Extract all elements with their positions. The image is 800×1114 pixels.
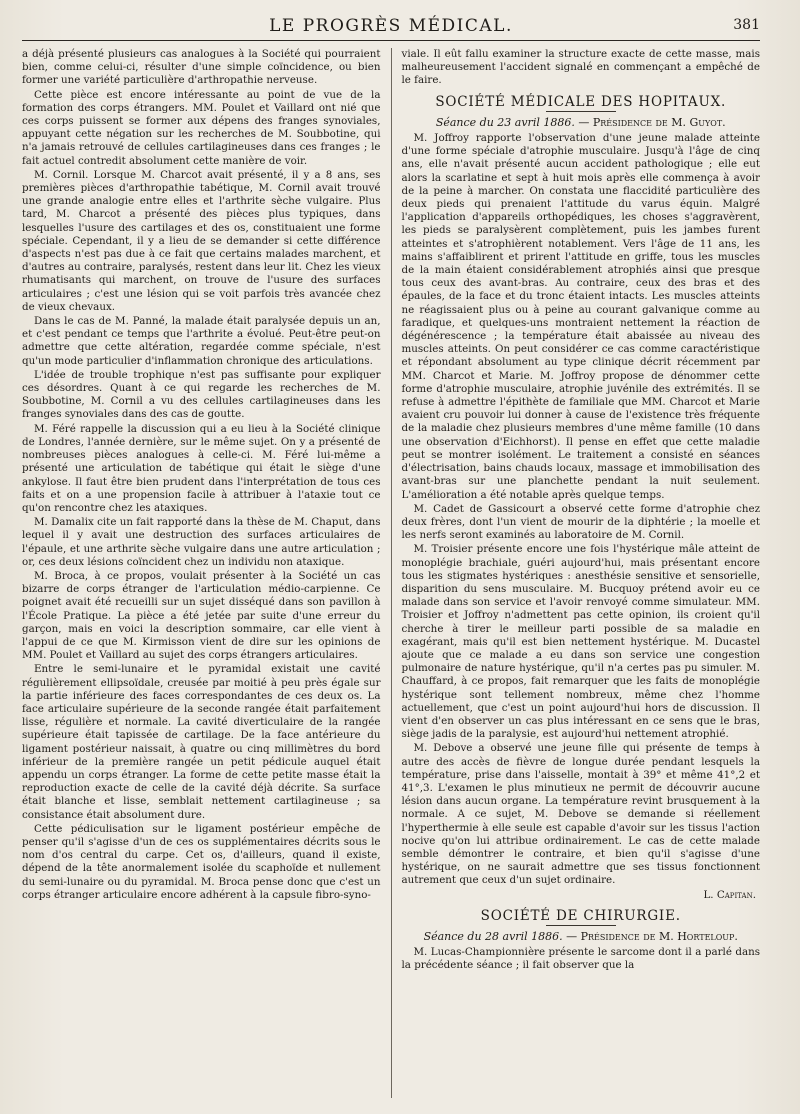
paragraph: M. Debove a observé une jeune fille qui présente de temps à autre des accès de fièvre de longue durée pendant lesquels la température, prise dans l'aisselle, montait à 39° et même 41°,2 et 41°,3. L'examen le plus minutieux ne permit de découvrir aucune lésion dans aucun organe. La température revint brusquement à la normale. A ce sujet, M. Debove se demande si réellement l'hyperthermie à elle seule est capable d'avoir sur les tissus l'action nocive qu'on lui attribue ordinairement. Le cas de cette malade semble démontrer le contraire, et bien qu'il s'agisse d'une hystérique, on ne saurait admettre que ses tissus fonctionnent autrement que ceux d'un sujet ordinaire. bbox=[401, 742, 760, 887]
seance-presidence: — Présidence de M. Guyot. bbox=[578, 115, 726, 129]
paragraph: M. Cadet de Gassicourt a observé cette forme d'atrophie chez deux frères, dont l'un vient de mourir de la diphtérie ; la moelle et les nerfs seront examinés au laboratoire de M. Cornil. bbox=[401, 502, 760, 542]
paragraph: M. Damalix cite un fait rapporté dans la thèse de M. Chaput, dans lequel il y avait une destruction des surfaces articulaires de l'épaule, et une arthrite sèche vulgaire dans une autre articulation ; or, ces deux lésions coïncident chez un individu non ataxique. bbox=[22, 516, 381, 568]
paragraph: Entre le semi-lunaire et le pyramidal existait une cavité régulièrement ellipsoïdale, creusée par moitié à peu près égale sur la partie inférieure des faces correspondantes de ces deux os. La face articulaire supérieure de la seconde rangée était parfaitement lisse, régulière et normale. La cavité diverticulaire de la rangée supérieure était tapissée de cartilage. De la face antérieure du ligament postérieur naissait, à quatre ou cinq millimètres du bord inférieur de la première rangée un petit pédicule auquel était appendu un corps étranger. La forme de cette petite masse était la reproduction exacte de celle de la cavité déjà décrite. Sa surface était blanche et lisse, semblait nettement cartilagineuse ; sa consistance était absolument dure. bbox=[22, 663, 381, 821]
paragraph: M. Lucas-Championnière présente le sarcome dont il a parlé dans la précédente séance ; il fait observer que la bbox=[401, 946, 760, 972]
text-columns bbox=[22, 48, 760, 1098]
paragraph: viale. Il eût fallu examiner la structure exacte de cette masse, mais malheureusement l'accident signalé en commençant a empêché de le faire. bbox=[401, 48, 760, 87]
seance-date: Séance du 28 avril 1886. bbox=[423, 930, 563, 943]
paragraph: M. Broca, à ce propos, voulait présenter à la Société un cas bizarre de corps étranger de l'articulation médio-carpienne. Ce poignet avait été recueilli sur un sujet disséqué dans son pavillon à l'École Pratique. La pièce a été jetée par suite d'une erreur du garçon, mais en voici la description sommaire, car elle vient à l'appui de ce que M. Kirmisson vient de dire sur les opinions de MM. Poulet et Vaillard au sujet des corps étrangers articulaires. bbox=[22, 569, 381, 662]
journal-title: LE PROGRÈS MÉDICAL. bbox=[269, 16, 513, 36]
right-column bbox=[402, 48, 761, 1098]
seance-line bbox=[402, 116, 761, 129]
paragraph: M. Joffroy rapporte l'observation d'une jeune malade atteinte d'une forme spéciale d'atrophie musculaire. Jusqu'à l'âge de cinq ans, elle n'avait présenté aucun accident pathologique ; elle eut alors la scarlatine et sept à huit mois après elle commença à avoir de la peine à marcher. On constata une flaccidité particulière des deux pieds qui prenaient l'attitude du varus équin. Malgré l'application d'appareils orthopédiques, les choses s'aggravèrent, les pieds se paralysèrent complètement, puis les jambes furent atteintes et s'atrophièrent notablement. Vers l'âge de 11 ans, les mains s'affaiblirent et prirent l'attitude en griffe, tous les muscles de la main étaient considérablement atrophiés ainsi que presque tous ceux des avant-bras. Au contraire, ceux des bras et des épaules, de la face et du tronc étaient intacts. Les muscles atteints ne réagissaient plus ou à peine au courant galvanique comme au faradique, et quelques-uns montraient nettement la réaction de dégénérescence ; la température était abaissée au niveau des muscles atteints. On peut considérer ce cas comme caractéristique et répondant absolument au type clinique décrit récemment par MM. Charcot et Marie. M. Joffroy propose de dénommer cette forme d'atrophie musculaire, atrophie juvénile des extrémités. Il se refuse à admettre l'épithète de familiale que MM. Charcot et Marie avaient cru pouvoir lui donner à cause de l'existence très fréquente de la maladie chez plusieurs membres d'une même famille (10 dans une observation d'Eichhorst). Il pense en effet que cette maladie peut se montrer isolément. Le traitement a consisté en séances d'électrisation, bains chauds locaux, massage et immobilisation des avant-bras sur une planchette pendant la nuit seulement. L'amélioration a été notable après quelque temps. bbox=[401, 132, 760, 501]
author-signature: L. Capitan. bbox=[703, 888, 756, 901]
seance-line bbox=[402, 930, 761, 943]
page-number: 381 bbox=[733, 17, 760, 33]
running-header bbox=[22, 14, 760, 41]
paragraph: Cette pédiculisation sur le ligament postérieur empêche de penser qu'il s'agisse d'un de ces os supplémentaires décrits sous le nom d'os central du carpe. Cet os, d'ailleurs, quand il existe, dépend de la tête anormalement isolée du scaphoïde et nullement du semi-lunaire ou du pyramidal. M. Broca pense donc que c'est un corps étranger articulaire encore adhérent à la capsule fibro-syno- bbox=[22, 822, 381, 901]
paragraph: M. Féré rappelle la discussion qui a eu lieu à la Société clinique de Londres, l'année dernière, sur le même sujet. On y a présenté de nombreuses pièces analogues à celle-ci. M. Féré lui-même a présenté une articulation de tabétique qui était le siège d'une ankylose. Il faut être bien prudent dans l'interprétation de tous ces faits et on a une propension facile à attribuer à l'ataxie tout ce qu'on rencontre chez les ataxiques. bbox=[22, 422, 381, 514]
section-title: SOCIÉTÉ DE CHIRURGIE. bbox=[480, 907, 681, 924]
paragraph: M. Troisier présente encore une fois l'hystérique mâle atteint de monoplégie brachiale, guéri aujourd'hui, mais présentant encore tous les stigmates hystériques : anesthésie sensitive et sensorielle, disparition du sens musculaire. M. Bucquoy prétend avoir eu ce malade dans son service et l'avoir renvoyé comme simulateur. MM. Troisier et Joffroy n'admettent pas cette opinion, ils croient qu'il cherche à tirer le meilleur parti possible de sa maladie en exagérant, mais qu'il est bien nettement hystérique. M. Ducastel ajoute que ce malade a eu dans son service une congestion pulmonaire de nature hystérique, qu'il n'a certes pas pu simuler. M. Chauffard, à ce propos, fait remarquer que les faits de monoplégie hystérique sont tellement nombreux, même chez l'homme actuellement, que c'est un point aujourd'hui hors de discussion. Il vient d'en observer un cas plus intéressant en ce sens que le bras, siège jadis de la paralysie, est aujourd'hui nettement atrophié. bbox=[401, 543, 760, 741]
paragraph: Cette pièce est encore intéressante au point de vue de la formation des corps étrangers. MM. Poulet et Vaillard ont nié que ces corps puissent se former aux dépens des franges synoviales, appuyant cette négation sur les recherches de M. Soubbotine, qui n'a jamais retrouvé de cellules cartilagineuses dans ces franges ; le fait actuel contredit absolument cette manière de voir. bbox=[22, 88, 381, 167]
paragraph: L'idée de trouble trophique n'est pas suffisante pour expliquer ces désordres. Quant à ce qui regarde les recherches de M. Soubbotine, M. Cornil a vu des cellules cartilagineuses dans les franges synoviales dans des cas de goutte. bbox=[22, 368, 381, 421]
section-divider bbox=[546, 925, 616, 926]
section-societe-chirurgie bbox=[401, 907, 761, 973]
paragraph: a déjà présenté plusieurs cas analogues à la Société qui pourraient bien, comme celui-ci, résulter d'une simple coïncidence, ou bien former une variété particulière d'arthropathie nerveuse. bbox=[22, 48, 381, 87]
seance-presidence: — Présidence de M. Horteloup. bbox=[566, 930, 738, 943]
paragraph: Dans le cas de M. Panné, la malade était paralysée depuis un an, et c'est pendant ce temps que l'arthrite a évolué. Peut-être peut-on admettre que cette altération, regardée comme spéciale, n'est qu'un mode particulier d'inflammation chronique des articulations. bbox=[22, 315, 381, 367]
section-divider bbox=[546, 111, 616, 112]
paragraph: M. Cornil. Lorsque M. Charcot avait présenté, il y a 8 ans, ses premières pièces d'arthropathie tabétique, M. Cornil avait trouvé une grande analogie entre elles et l'arthrite sèche vulgaire. Plus tard, M. Charcot a présenté des pièces plus typiques, dans lesquelles l'usure des cartilages et des os, constituaient une forme spéciale. Cependant, il y a lieu de se demander si cette différence d'aspects n'est pas due à ce fait que certains malades marchent, et d'autres au contraire, paralysés, restent dans leur lit. Chez les vieux rhumatisants qui marchent, on trouve de l'usure des surfaces articulaires ; c'est une lésion qui se voit parfois très avancée chez de vieux chevaux. bbox=[22, 168, 381, 313]
left-column bbox=[22, 48, 392, 1098]
section-title: SOCIÉTÉ MÉDICALE DES HOPITAUX. bbox=[435, 93, 727, 110]
seance-date: Séance du 23 avril 1886. bbox=[435, 115, 575, 129]
section-societe-medicale-hopitaux bbox=[401, 93, 761, 902]
